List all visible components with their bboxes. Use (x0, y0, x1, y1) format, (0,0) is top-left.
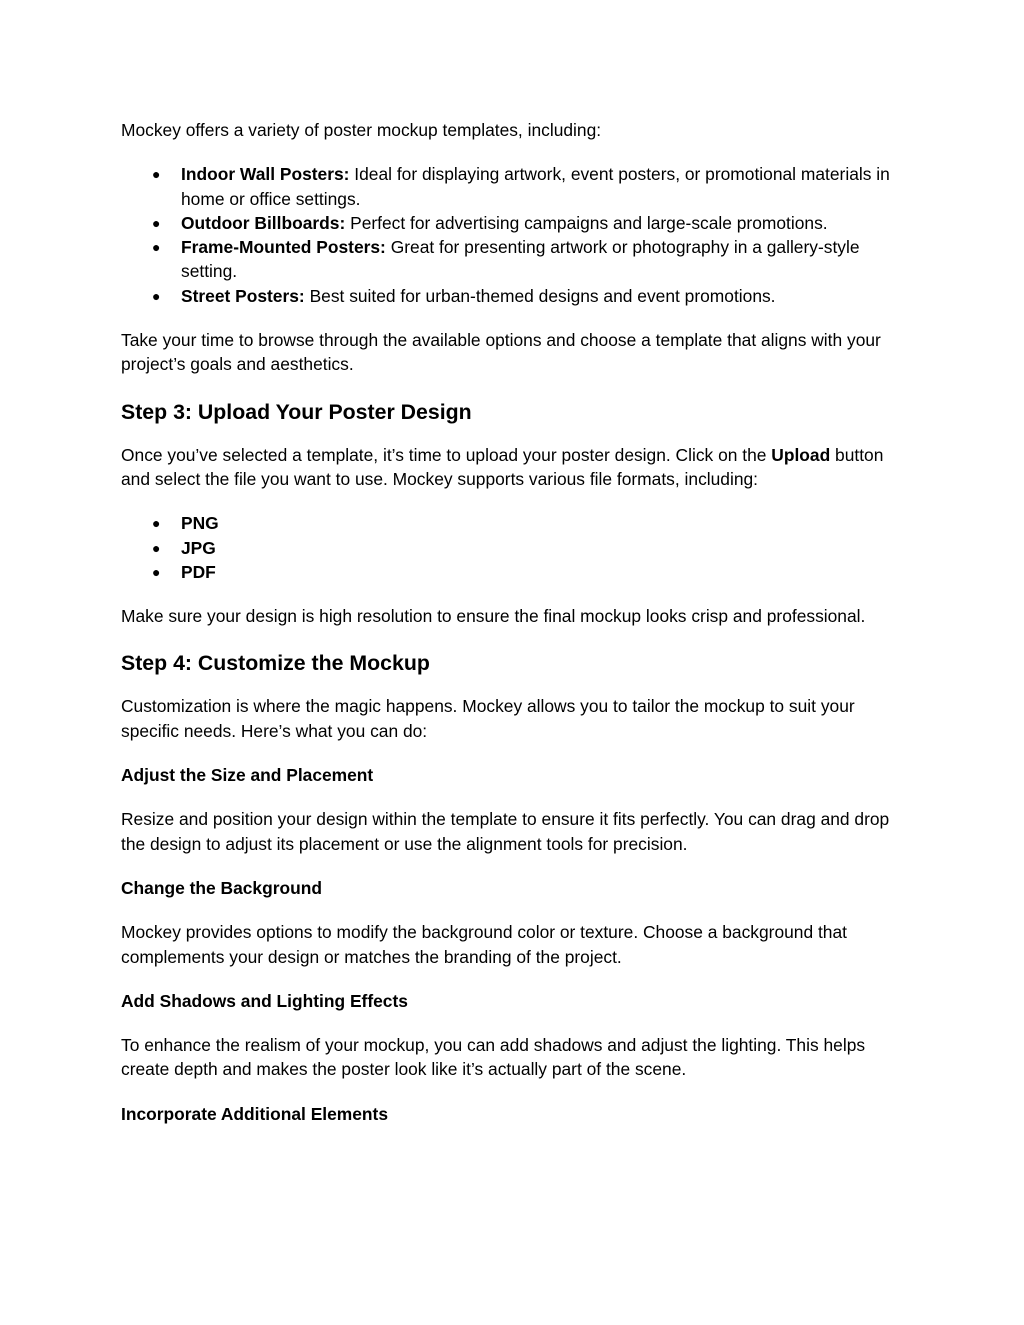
section-text-size: Resize and position your design within the template to ensure it fits perfectly. You can drag and drop the design to adjust its placement or use the alignment tools for precision. (121, 809, 890, 854)
list-item (181, 162, 911, 211)
list-item-title: Indoor Wall Posters: (181, 164, 350, 185)
list-item (181, 211, 911, 235)
browse-paragraph: Take your time to browse through the available options and choose a template that aligns with your project’s goals and aesthetics. (121, 330, 881, 375)
template-types-list (121, 162, 911, 308)
list-item-text: Great for presenting artwork or photography in a gallery-style setting. (181, 237, 860, 282)
section-heading-shadows: Add Shadows and Lighting Effects (121, 990, 408, 1011)
list-item (181, 235, 911, 284)
section-text-shadows: To enhance the realism of your mockup, you can add shadows and adjust the lighting. This helps create depth and makes the poster look like it’s actually part of the scene. (121, 1035, 866, 1080)
section-heading-elements: Incorporate Additional Elements (121, 1103, 389, 1124)
document-page (121, 118, 911, 1146)
list-item-title: Street Posters: (181, 285, 305, 306)
upload-bold-label: Upload (771, 444, 831, 465)
section-heading-background: Change the Background (121, 877, 322, 898)
format-item: ● JPG (181, 536, 911, 560)
upload-text-before: Once you’ve selected a template, it’s time to upload your poster design. Click on the (121, 444, 767, 465)
file-formats-list (121, 511, 911, 584)
upload-paragraph (121, 443, 911, 492)
intro-paragraph: Mockey offers a variety of poster mockup templates, including: (121, 120, 602, 140)
list-item-title: Frame-Mounted Posters: (181, 237, 386, 258)
list-item (181, 284, 911, 308)
list-item-text: Best suited for urban-themed designs and event promotions. (309, 285, 776, 306)
step3-heading: Step 3: Upload Your Poster Design (121, 399, 472, 424)
customization-intro: Customization is where the magic happens. Mockey allows you to tailor the mockup to suit your specific needs. Here’s what you can do: (121, 696, 855, 741)
step4-heading: Step 4: Customize the Mockup (121, 651, 430, 676)
upload-text-after: button and select the file you want to use. Mockey supports various file formats, including: (121, 444, 884, 489)
format-item: ● PNG (181, 511, 911, 535)
section-text-background: Mockey provides options to modify the background color or texture. Choose a background that complements your design or matches the branding of the project. (121, 922, 847, 967)
resolution-paragraph: Make sure your design is high resolution to ensure the final mockup looks crisp and professional. (121, 606, 866, 627)
format-item: ● PDF (181, 560, 911, 584)
list-item-text: Perfect for advertising campaigns and large-scale promotions. (350, 212, 828, 233)
list-item-text: Ideal for displaying artwork, event posters, or promotional materials in home or office settings. (181, 164, 890, 209)
list-item-title: Outdoor Billboards: (181, 212, 346, 233)
section-heading-size: Adjust the Size and Placement (121, 765, 374, 786)
